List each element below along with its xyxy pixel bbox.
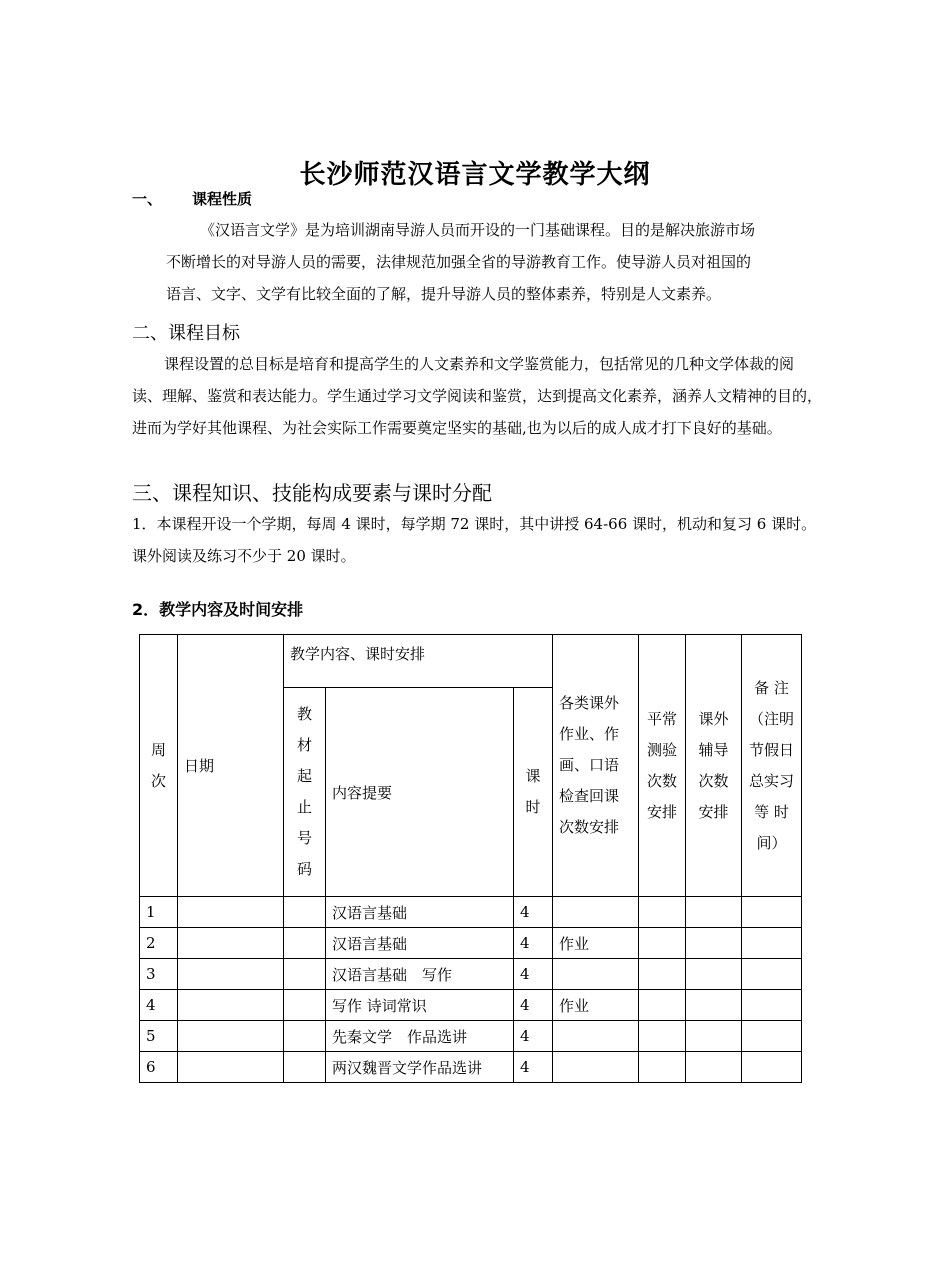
table-row <box>140 990 802 1021</box>
cell-notes <box>742 928 802 959</box>
cell-date <box>178 1021 284 1052</box>
section-1-heading <box>132 188 252 209</box>
cell-textbook <box>284 897 326 928</box>
cell-textbook <box>284 959 326 990</box>
cell-homework: 作业 <box>553 990 639 1021</box>
cell-homework: 作业 <box>553 928 639 959</box>
cell-notes <box>742 990 802 1021</box>
cell-summary: 汉语言基础 写作 <box>326 959 514 990</box>
cell-date <box>178 1052 284 1083</box>
section-1-number: 一、 <box>132 190 163 208</box>
cell-homework <box>553 897 639 928</box>
cell-date <box>178 928 284 959</box>
header-tutoring: 课外辅导次数安排 <box>686 635 742 897</box>
table-row <box>140 959 802 990</box>
cell-hours: 4 <box>514 897 553 928</box>
cell-textbook <box>284 990 326 1021</box>
cell-date <box>178 959 284 990</box>
cell-summary: 两汉魏晋文学作品选讲 <box>326 1052 514 1083</box>
cell-homework <box>553 1021 639 1052</box>
section-2-body: 课程设置的总目标是培育和提高学生的人文素养和文学鉴赏能力，包括常见的几种文学体裁的阅读、理解、鉴赏和表达能力。学生通过学习文学阅读和鉴赏，达到提高文化素养，涵养人文精神的目的，进而为学好其他课程、为社会实际工作需要奠定坚实的基础,也为以后的成人成才打下良好的基础。 <box>132 355 823 437</box>
cell-tests <box>639 928 686 959</box>
cell-tutoring <box>686 959 742 990</box>
cell-tutoring <box>686 897 742 928</box>
table-row <box>140 928 802 959</box>
section-1-line-1: 《汉语言文学》是为培训湖南导游人员而开设的一门基础课程。目的是解决旅游市场 <box>200 221 756 239</box>
table-row <box>140 1052 802 1083</box>
cell-notes <box>742 1021 802 1052</box>
cell-notes <box>742 959 802 990</box>
cell-tests <box>639 959 686 990</box>
table-row <box>140 897 802 928</box>
header-content-group: 教学内容、课时安排 <box>284 635 553 688</box>
cell-hours: 4 <box>514 990 553 1021</box>
cell-hours: 4 <box>514 928 553 959</box>
cell-textbook <box>284 1021 326 1052</box>
cell-date <box>178 897 284 928</box>
cell-tutoring <box>686 1052 742 1083</box>
cell-tests <box>639 1021 686 1052</box>
cell-week: 1 <box>140 897 178 928</box>
cell-tests <box>639 990 686 1021</box>
header-hours: 课时 <box>514 688 553 897</box>
table-row <box>140 1021 802 1052</box>
cell-hours: 4 <box>514 959 553 990</box>
cell-homework <box>553 1052 639 1083</box>
cell-homework <box>553 959 639 990</box>
header-date: 日期 <box>178 635 284 897</box>
header-textbook: 教材起止号码 <box>284 688 326 897</box>
header-week: 周次 <box>140 635 178 897</box>
cell-tutoring <box>686 928 742 959</box>
cell-notes <box>742 1052 802 1083</box>
header-notes: 备 注（注明节假日总实习等 时间） <box>742 635 802 897</box>
section-1-title: 课程性质 <box>192 190 253 208</box>
cell-tests <box>639 1052 686 1083</box>
cell-summary: 汉语言基础 <box>326 897 514 928</box>
cell-hours: 4 <box>514 1052 553 1083</box>
cell-tutoring <box>686 1021 742 1052</box>
header-tests: 平常测验次数安排 <box>639 635 686 897</box>
cell-tutoring <box>686 990 742 1021</box>
cell-week: 2 <box>140 928 178 959</box>
cell-week: 3 <box>140 959 178 990</box>
cell-hours: 4 <box>514 1021 553 1052</box>
header-summary: 内容提要 <box>326 688 514 897</box>
section-1-body <box>166 214 822 310</box>
cell-summary: 汉语言基础 <box>326 928 514 959</box>
section-2-heading: 二、课程目标 <box>132 323 240 344</box>
section-3-body: 1．本课程开设一个学期，每周 4 课时，每学期 72 课时，其中讲授 64-66 课时，机动和复习 6 课时。课外阅读及练习不少于 20 课时。 <box>132 515 817 565</box>
section-1-line-2: 不断增长的对导游人员的需要，法律规范加强全省的导游教育工作。使导游人员对祖国的 <box>166 253 752 271</box>
cell-tests <box>639 897 686 928</box>
cell-summary: 先秦文学 作品选讲 <box>326 1021 514 1052</box>
schedule-table <box>139 634 802 1083</box>
cell-week: 5 <box>140 1021 178 1052</box>
cell-week: 4 <box>140 990 178 1021</box>
cell-summary: 写作 诗词常识 <box>326 990 514 1021</box>
cell-date <box>178 990 284 1021</box>
cell-textbook <box>284 928 326 959</box>
cell-week: 6 <box>140 1052 178 1083</box>
section-4-heading: 2．教学内容及时间安排 <box>132 600 304 619</box>
page-title: 长沙师范汉语言文学教学大纲 <box>299 160 651 190</box>
section-3-heading: 三、课程知识、技能构成要素与课时分配 <box>132 481 492 505</box>
cell-textbook <box>284 1052 326 1083</box>
header-homework: 各类课外作业、作画、口语检查回课次数安排 <box>553 635 639 897</box>
cell-notes <box>742 897 802 928</box>
section-1-line-3: 语言、文字、文学有比较全面的了解，提升导游人员的整体素养，特别是人文素养。 <box>166 285 722 303</box>
